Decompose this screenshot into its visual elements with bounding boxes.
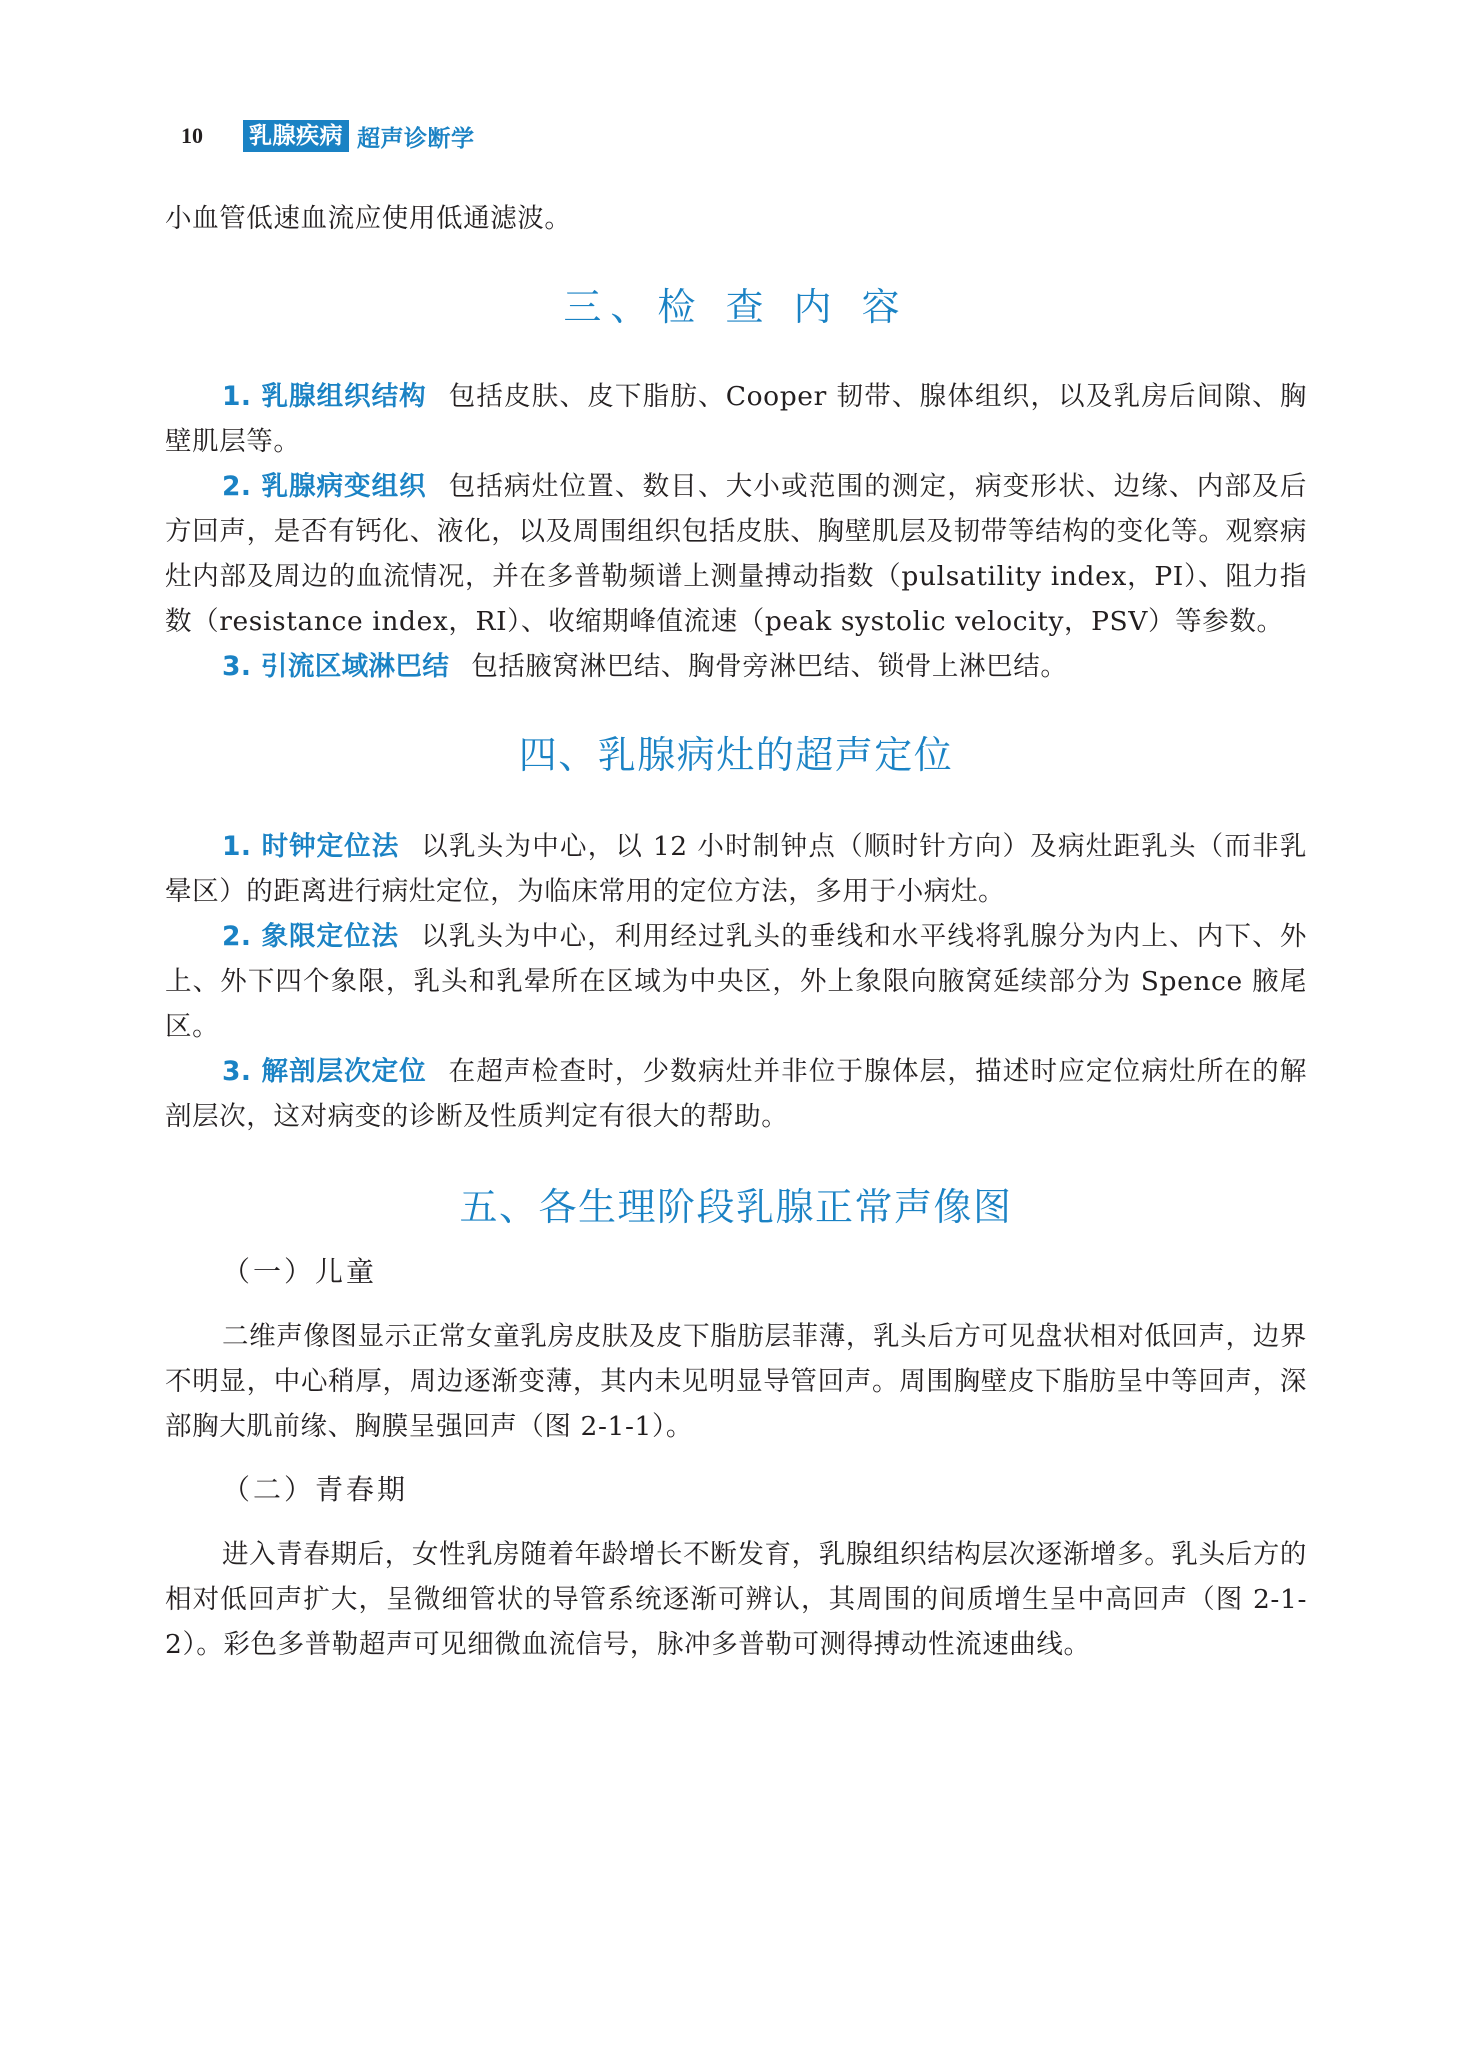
book-title-subtitle: 超声诊断学	[357, 125, 475, 152]
continued-paragraph: 小血管低速血流应使用低通滤波。	[165, 203, 572, 234]
paragraph-children: 二维声像图显示正常女童乳房皮肤及皮下脂肪层菲薄，乳头后方可见盘状相对低回声，边界不明显，中心稍厚，周边逐渐变薄，其内未见明显导管回声。周围胸壁皮下脂肪呈中等回声，深部胸大肌前缘、胸膜呈强回声（图 2-1-1）。	[165, 1321, 1307, 1442]
item-quadrant-localization	[165, 914, 1307, 1049]
item-term: 1. 乳腺组织结构	[222, 381, 427, 412]
item-text: 包括病灶位置、数目、大小或范围的测定，病变形状、边缘、内部及后方回声，是否有钙化、液化，以及周围组织包括皮肤、胸壁肌层及韧带等结构的变化等。观察病灶内部及周边的血流情况，并在多普勒频谱上测量搏动指数（pulsatility index，PI）、阻力指数（resistance index，RI）、收缩期峰值流速（peak systolic velocity，PSV）等参数。	[165, 471, 1307, 637]
section-heading-normal-sonograms: 五、各生理阶段乳腺正常声像图	[459, 1185, 1013, 1229]
book-title-badge: 乳腺疾病	[243, 120, 349, 152]
item-breast-tissue-structure	[165, 374, 1307, 464]
item-text: 包括皮肤、皮下脂肪、Cooper 韧带、腺体组织，以及乳房后间隙、胸壁肌层等。	[165, 381, 1307, 457]
subheading-puberty: （二）青春期	[222, 1473, 409, 1506]
page-body	[165, 196, 1307, 1667]
page-number: 10	[181, 123, 203, 148]
subheading-children: （一）儿童	[222, 1255, 378, 1288]
item-anatomic-layer-localization	[165, 1049, 1307, 1139]
item-drainage-lymph-nodes	[165, 644, 1307, 689]
item-term: 3. 解剖层次定位	[222, 1056, 427, 1087]
item-text: 以乳头为中心，以 12 小时制钟点（顺时针方向）及病灶距乳头（而非乳晕区）的距离进行病灶定位，为临床常用的定位方法，多用于小病灶。	[165, 831, 1307, 907]
item-term: 3. 引流区域淋巴结	[222, 651, 450, 682]
item-breast-lesion-tissue	[165, 464, 1307, 644]
section-heading-lesion-localization: 四、乳腺病灶的超声定位	[518, 733, 954, 777]
item-text: 以乳头为中心，利用经过乳头的垂线和水平线将乳腺分为内上、内下、外上、外下四个象限，乳头和乳晕所在区域为中央区，外上象限向腋窝延续部分为 Spence 腋尾区。	[165, 921, 1307, 1042]
item-term: 2. 象限定位法	[222, 921, 400, 952]
paragraph-puberty: 进入青春期后，女性乳房随着年龄增长不断发育，乳腺组织结构层次逐渐增多。乳头后方的相对低回声扩大，呈微细管状的导管系统逐渐可辨认，其周围的间质增生呈中高回声（图 2-1-2）。彩色多普勒超声可见细微血流信号，脉冲多普勒可测得搏动性流速曲线。	[165, 1539, 1307, 1660]
item-term: 2. 乳腺病变组织	[222, 471, 427, 502]
item-clock-localization	[165, 824, 1307, 914]
section-heading-exam-content: 三、检 查 内 容	[563, 285, 909, 329]
item-term: 1. 时钟定位法	[222, 831, 400, 862]
running-header	[181, 119, 475, 153]
item-text: 在超声检查时，少数病灶并非位于腺体层，描述时应定位病灶所在的解剖层次，这对病变的诊断及性质判定有很大的帮助。	[165, 1056, 1307, 1132]
item-text: 包括腋窝淋巴结、胸骨旁淋巴结、锁骨上淋巴结。	[471, 651, 1068, 682]
